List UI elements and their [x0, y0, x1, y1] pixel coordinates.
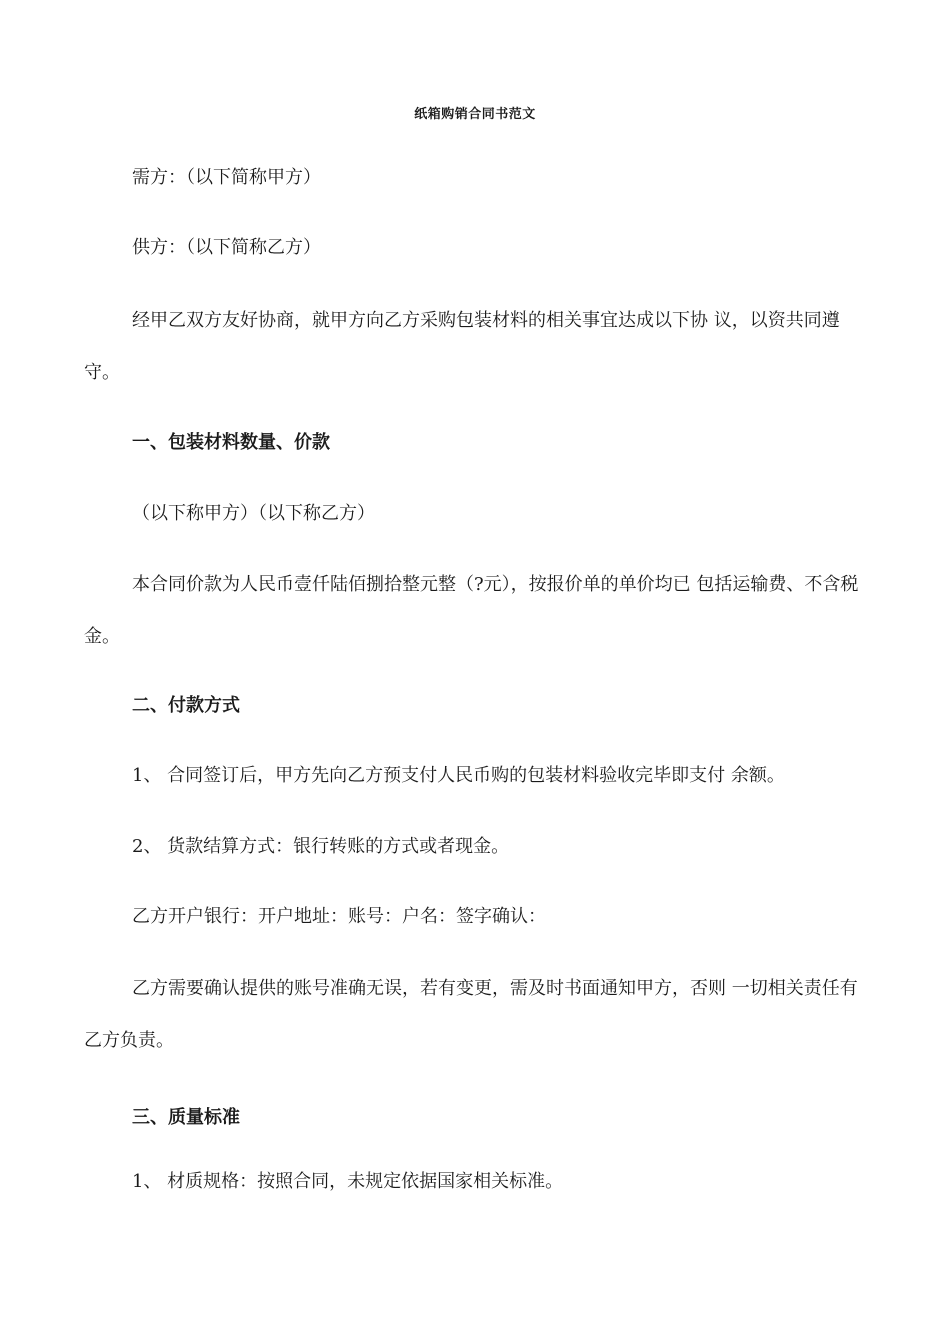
section1-heading: 一、包装材料数量、价款	[132, 432, 330, 453]
seller-line: 供方：（以下简称乙方）	[132, 237, 321, 258]
section3-heading: 三、质量标准	[132, 1107, 240, 1128]
section2-item1: 1、 合同签订后，甲方先向乙方预支付人民币购的包装材料验收完毕即支付 余额。	[132, 765, 785, 786]
section2-note: 乙方需要确认提供的账号准确无误，若有变更，需及时书面通知甲方，否则 一切相关责任有乙方负责。	[84, 978, 858, 1051]
section1-price: 本合同价款为人民币壹仟陆佰捌拾整元整（?元），按报价单的单价均已 包括运输费、不含税金。	[84, 574, 859, 647]
document-title: 纸箱购销合同书范文	[414, 107, 536, 122]
section1-parties: （以下称甲方）（以下称乙方）	[132, 503, 375, 524]
section3-item1: 1、 材质规格：按照合同，未规定依据国家相关标准。	[132, 1171, 564, 1192]
section2-heading: 二、付款方式	[132, 695, 240, 716]
section2-item2: 2、 货款结算方式：银行转账的方式或者现金。	[132, 836, 510, 857]
buyer-line: 需方：（以下简称甲方）	[132, 167, 321, 188]
section2-bank: 乙方开户银行：开户地址：账号：户名：签字确认：	[132, 906, 546, 927]
intro-paragraph: 经甲乙双方友好协商，就甲方向乙方采购包装材料的相关事宜达成以下协 议，以资共同遵守。	[84, 310, 840, 383]
